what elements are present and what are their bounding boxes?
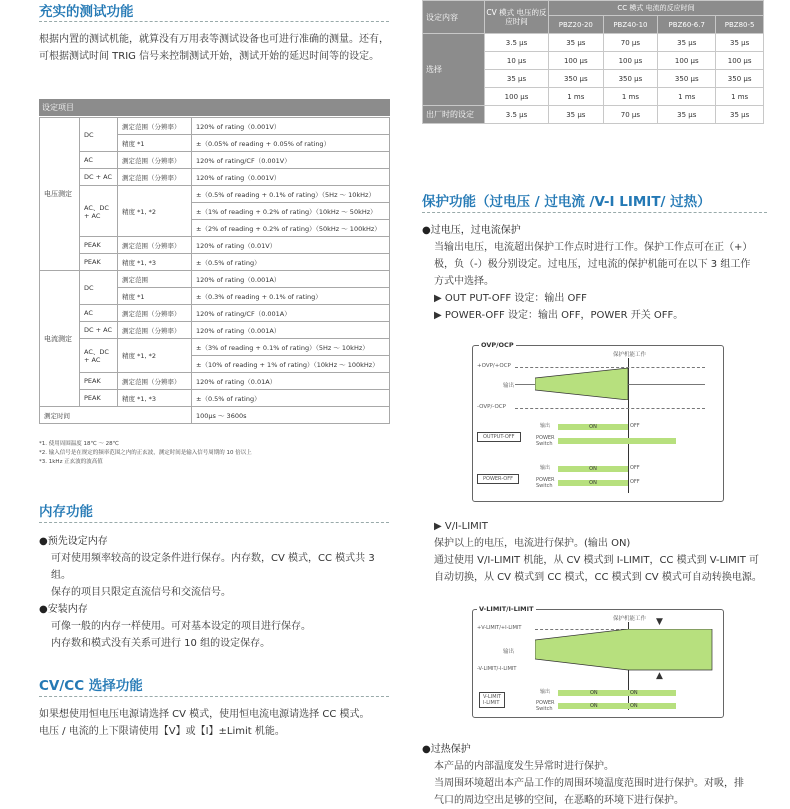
table-cell: 35 μs [485, 70, 549, 88]
item-cell: 测定范围（分辨率） [118, 305, 192, 322]
value-cell: 120% of rating（0.001V） [192, 169, 390, 186]
vi-limit-diagram [472, 605, 724, 718]
vi-line: 保护以上的电压，电流进行保护。(输出 ON) [434, 538, 631, 549]
bar-on: ON [630, 703, 638, 709]
plus-limit-label: +V-LIMIT/+I-LIMIT [477, 625, 522, 631]
overheat-line: 当周围环境超出本产品工作的周围环境温度范围时进行保护。对吸，排 [434, 778, 744, 789]
table-cell: 70 μs [603, 34, 658, 52]
table-cell: 100 μs [716, 52, 764, 70]
minus-limit-label: -V-LIMIT/-I-LIMIT [477, 666, 517, 672]
value-cell: 120% of rating/CF（0.001A） [192, 305, 390, 322]
table-row [40, 322, 390, 339]
cvcc-paragraph [39, 706, 394, 740]
category-cell: AC [80, 152, 118, 169]
overheat-line: 本产品的内部温度发生异常时进行保护。 [434, 761, 614, 772]
item-cell: 测定范围（分辨率） [118, 152, 192, 169]
output-label: 输出 [503, 649, 515, 655]
table-cell: 35 μs [549, 34, 604, 52]
bar-off-label: OFF [630, 479, 640, 485]
table-cell: 10 μs [485, 52, 549, 70]
bar-off-label: OFF [630, 423, 640, 429]
ovp-line: ▶ OUT PUT-OFF 设定：输出 OFF [434, 293, 587, 304]
table-cell: 35 μs [716, 106, 764, 124]
table-cell: 350 μs [658, 70, 716, 88]
diagram-title: V-LIMIT/I-LIMIT [479, 605, 534, 613]
vi-line: 通过使用 V/I-LIMIT 机能，从 CV 模式到 I-LIMIT，CC 模式到 V-LIMIT 可 [434, 555, 760, 566]
bar-on: ON [558, 480, 628, 486]
switch-label: Switch [536, 483, 553, 489]
time-label: 测定时间 [40, 407, 192, 424]
trip-label: 保护机能工作 [613, 616, 647, 622]
header-setting: 设定内容 [423, 1, 485, 34]
bar-on: ON [630, 690, 638, 696]
table-cell: 1 ms [716, 88, 764, 106]
test-function-title: 充实的测试功能 [39, 4, 134, 20]
power-bar [558, 438, 676, 444]
ovp-line: 方式中选择。 [434, 276, 494, 287]
model-header: PBZ60-6.7 [658, 16, 716, 34]
category-cell: DC [80, 271, 118, 305]
category-cell: DC [80, 118, 118, 152]
table-row [40, 118, 390, 135]
note-1: *1. 使用周围温度 18℃ 〜 28℃ [39, 441, 119, 447]
memory-line: 可像一般的内存一样使用。可对基本设定的项目进行保存。 [51, 621, 311, 632]
row-output-label: 输出 [540, 689, 551, 695]
value-cell: ±（3% of reading + 0.1% of rating）（5Hz 〜 10kHz） [192, 339, 390, 356]
arrow-down-icon: ▼ [656, 617, 663, 627]
value-cell: 120% of rating（0.001A） [192, 322, 390, 339]
value-cell: ±（2% of reading + 0.2% of rating）（50kHz 〜 100kHz） [192, 220, 390, 237]
value-cell: ±（0.3% of reading + 0.1% of rating） [192, 288, 390, 305]
memory-bullet-1: ●预先设定内存 [39, 536, 108, 547]
table-cell: 3.5 μs [485, 34, 549, 52]
test-function-paragraph: 根据内置的测试机能，就算没有万用表等测试设备也可进行准确的测量。还有，可根据测试时间 TRIG 信号来控制测试开始，测试开始的延迟时间等的设定。 [39, 34, 389, 62]
overheat-section [422, 741, 777, 809]
memory-function-title: 内存功能 [39, 504, 93, 520]
output-off-box: OUTPUT-OFF [477, 432, 521, 442]
switch-label: Switch [536, 441, 553, 447]
table-cell: 100 μs [603, 52, 658, 70]
power-off-box: POWER-OFF [477, 474, 519, 484]
item-cell: 精度 *1, *3 [118, 390, 192, 407]
header-cv: CV 模式 电压的反应时间 [485, 1, 549, 34]
divider [422, 212, 767, 213]
category-cell: AC、DC + AC [80, 186, 118, 237]
table-cell: 1 ms [603, 88, 658, 106]
cvcc-line: 电压 / 电流的上下限请使用【V】或【I】±Limit 机能。 [39, 726, 285, 737]
value-cell: ±（0.05% of reading + 0.05% of rating） [192, 135, 390, 152]
item-cell: 精度 *1 [118, 135, 192, 152]
category-cell: PEAK [80, 373, 118, 390]
output-wedge [535, 368, 630, 400]
value-cell: 120% of rating（0.001A） [192, 271, 390, 288]
cvcc-line: 如果想使用恒电压电源请选择 CV 模式，使用恒电流电源请选择 CC 模式。 [39, 709, 370, 720]
note-2: *2. 输入信号是在规定的频率范围之内的正玄波，测定时间是输入信号周期的 10 倍以上 [39, 450, 252, 456]
value-cell: 120% of rating/CF（0.001V） [192, 152, 390, 169]
item-cell: 测定范围（分辨率） [118, 373, 192, 390]
category-cell: DC + AC [80, 322, 118, 339]
table-cell: 100 μs [658, 52, 716, 70]
memory-section [39, 533, 394, 652]
factory-label: 出厂时的设定 [423, 106, 485, 124]
divider [39, 21, 389, 22]
table-row [40, 305, 390, 322]
vi-line: 自动切换，从 CV 模式到 CC 模式，CC 模式到 CV 模式可自动转换电源。 [434, 572, 762, 583]
table-notes [39, 440, 252, 467]
item-cell: 精度 *1, *2 [118, 339, 192, 373]
item-cell: 测定范围（分辨率） [118, 118, 192, 135]
category-cell: PEAK [80, 254, 118, 271]
table-row [40, 373, 390, 390]
response-time-table [422, 0, 764, 124]
vi-limit-box: V-LIMIT I-LIMIT [479, 692, 505, 708]
ovp-line: ▶ POWER-OFF 设定：输出 OFF，POWER 开关 OFF。 [434, 310, 684, 321]
minus-limit-label: -OVP/-OCP [477, 404, 506, 410]
ovp-line: 当输出电压，电流超出保护工作点时进行工作。保护工作点可在正（+） [434, 242, 753, 253]
output-bar [558, 690, 676, 696]
row-output-label: 输出 [540, 423, 551, 429]
ovp-bullet: ●过电压，过电流保护 [422, 225, 521, 236]
bar-on: ON [590, 690, 598, 696]
value-cell: 120% of rating（0.001V） [192, 118, 390, 135]
minus-limit-line [515, 408, 705, 409]
arrow-up-icon: ▲ [656, 671, 663, 681]
category-cell: PEAK [80, 390, 118, 407]
cvcc-function-title: CV/CC 选择功能 [39, 678, 143, 694]
model-header: PBZ80-5 [716, 16, 764, 34]
value-cell: ±（1% of reading + 0.2% of rating）（10kHz 〜 50kHz） [192, 203, 390, 220]
power-label: POWER [536, 700, 555, 706]
value-cell: ±（0.5% of rating） [192, 254, 390, 271]
vi-limit-heading: ▶ V/I-LIMIT [434, 521, 488, 532]
item-cell: 测定范围（分辨率） [118, 237, 192, 254]
value-cell: ±（0.5% of reading + 0.1% of rating）（5Hz 〜 10kHz） [192, 186, 390, 203]
memory-bullet-2: ●安装内存 [39, 604, 88, 615]
bar-on: ON [558, 466, 628, 472]
power-label: POWER [536, 477, 555, 483]
item-cell: 精度 *1 [118, 288, 192, 305]
table-cell: 35 μs [549, 106, 604, 124]
model-header: PBZ40-10 [603, 16, 658, 34]
table-row [40, 169, 390, 186]
divider [39, 522, 389, 523]
table-row [40, 407, 390, 424]
table-row [40, 254, 390, 271]
settings-table [39, 117, 390, 424]
current-measure-label: 电流测定 [40, 271, 80, 407]
table-cell: 3.5 μs [485, 106, 549, 124]
item-cell: 精度 *1, *2 [118, 186, 192, 237]
divider [39, 696, 389, 697]
table-cell: 100 μs [485, 88, 549, 106]
memory-line: 保存的项目只限定直流信号和交流信号。 [51, 587, 231, 598]
trip-label: 保护机能工作 [613, 352, 647, 358]
value-cell: 120% of rating（0.01A） [192, 373, 390, 390]
protection-title: 保护功能（过电压 / 过电流 /V-I LIMIT/ 过热） [422, 194, 711, 210]
table-row [40, 152, 390, 169]
power-bar [558, 703, 676, 709]
ovp-section [422, 222, 772, 324]
bar-on: ON [558, 424, 628, 430]
plus-limit-label: +OVP/+OCP [477, 363, 511, 369]
header-cc: CC 模式 电流的反应时间 [549, 1, 764, 16]
time-value: 100μs 〜 3600s [192, 407, 390, 424]
item-cell: 测定范围（分辨率） [118, 322, 192, 339]
select-label: 选择 [423, 34, 485, 106]
category-cell: AC [80, 305, 118, 322]
vi-limit-section [434, 518, 779, 586]
table-row [423, 106, 764, 124]
row-output-label: 输出 [540, 465, 551, 471]
power-label: POWER [536, 435, 555, 441]
note-3: *3. 1kHz 正玄波的波高值 [39, 459, 103, 465]
output-label: 输出 [503, 383, 515, 389]
table-cell: 350 μs [716, 70, 764, 88]
table-cell: 350 μs [549, 70, 604, 88]
table-cell: 35 μs [658, 106, 716, 124]
memory-line: 内存数和模式没有关系可进行 10 组的设定保存。 [51, 638, 271, 649]
diagram-title: OVP/OCP [481, 341, 514, 349]
table-row [40, 390, 390, 407]
table-cell: 100 μs [549, 52, 604, 70]
category-cell: PEAK [80, 237, 118, 254]
table-cell: 70 μs [603, 106, 658, 124]
ovp-ocp-diagram [472, 341, 724, 502]
value-cell: ±（10% of reading + 1% of rating）（10kHz 〜 100kHz） [192, 356, 390, 373]
category-cell: DC + AC [80, 169, 118, 186]
model-header: PBZ20-20 [549, 16, 604, 34]
table-row [40, 339, 390, 356]
overheat-line: 气口的周边空出足够的空间，在恶略的环境下进行保护。 [434, 795, 684, 806]
category-cell: AC、DC + AC [80, 339, 118, 373]
switch-label: Switch [536, 706, 553, 712]
ovp-line: 极，负（-）极分别设定。过电压，过电流的保护机能可在以下 3 组工作 [434, 259, 751, 270]
memory-line: 可对使用频率较高的设定条件进行保存。内存数，CV 模式，CC 模式共 3 组。 [51, 553, 375, 581]
table-row [40, 271, 390, 288]
table-cell: 1 ms [658, 88, 716, 106]
value-cell: 120% of rating（0.01V） [192, 237, 390, 254]
table-cell: 35 μs [716, 34, 764, 52]
table-row [40, 186, 390, 203]
item-cell: 精度 *1, *3 [118, 254, 192, 271]
table-row [423, 34, 764, 52]
table-cell: 350 μs [603, 70, 658, 88]
table-cell: 35 μs [658, 34, 716, 52]
table-cell: 1 ms [549, 88, 604, 106]
item-cell: 测定范围（分辨率） [118, 169, 192, 186]
item-cell: 测定范围 [118, 271, 192, 288]
settings-table-header: 设定项目 [39, 99, 390, 116]
overheat-bullet: ●过热保护 [422, 744, 471, 755]
table-row [40, 237, 390, 254]
bar-off-label: OFF [630, 465, 640, 471]
voltage-measure-label: 电压测定 [40, 118, 80, 271]
limited-output-area [535, 629, 713, 671]
value-cell: ±（0.5% of rating） [192, 390, 390, 407]
bar-on: ON [590, 703, 598, 709]
